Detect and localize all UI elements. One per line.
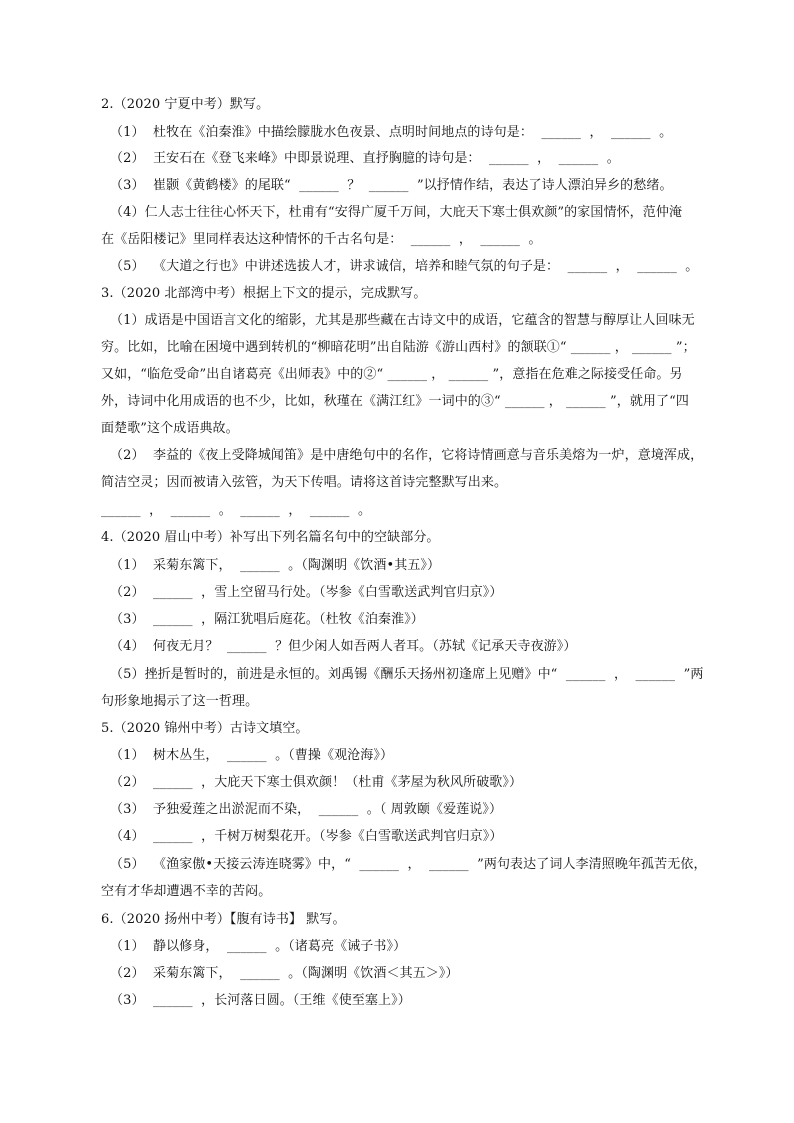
question-2-item-2: （2） 王安石在《登飞来峰》中即景说理、直抒胸臆的诗句是： ______ ， ______ 。	[110, 151, 620, 166]
question-2-item-1: （1） 杜牧在《泊秦淮》中描绘朦胧水色夜景、点明时间地点的诗句是： ______ ， ______ 。	[110, 125, 673, 140]
question-5-item-1: （1） 树木丛生， ______ 。（曹操《观沧海》）	[110, 748, 394, 763]
question-5-item-5-cont: 空有才华却遭遇不幸的苦闷。	[101, 884, 272, 899]
question-4-item-2: （2） ______ ，雪上空留马行处。（岑参《白雪歌送武判官归京》）	[110, 585, 503, 600]
question-6-item-1: （1） 静以修身， ______ 。（诸葛亮《诫子书》）	[110, 939, 407, 954]
question-4-item-1: （1） 采菊东篱下， ______ 。（陶渊明《饮酒•其五》）	[110, 558, 441, 573]
question-3-item-1: （1）成语是中国语言文化的缩影，尤其是那些藏在古诗文中的成语，它蕴含的智慧与醇厚让人回味无	[110, 313, 695, 328]
question-6-item-2: （2） 采菊东篱下， ______ 。（陶渊明《饮酒＜其五＞》）	[110, 966, 459, 981]
question-6-item-3: （3） ______ ，长河落日圆。（王维《使至塞上》）	[110, 993, 411, 1008]
question-2-title: 2.（2020 宁夏中考）默写。	[101, 97, 270, 112]
question-4-item-5: （5）挫折是暂时的，前进是永恒的。刘禹锡《酬乐天扬州初逢席上见赠》中“ ______ ， ______ ”两	[110, 667, 704, 682]
question-3-item-1-line-4: 外，诗词中化用成语的也不少，比如，秋瑾在《满江红》一词中的③“ ______ ， ______ ”，就用了“四	[101, 394, 689, 409]
question-4-title: 4.（2020 眉山中考）补写出下列名篇名句中的空缺部分。	[101, 530, 440, 545]
question-4-item-4: （4） 何夜无月？ ______ ？但少闲人如吾两人者耳。（苏轼《记承天寺夜游》）	[110, 639, 577, 654]
question-2-item-4: （4）仁人志士往往心怀天下，杜甫有“安得广厦千万间，大庇天下寒士俱欢颜”的家国情怀，范仲淹	[110, 205, 683, 220]
question-5-title: 5.（2020 锦州中考）古诗文填空。	[101, 721, 309, 736]
question-3-item-2: （2） 李益的《夜上受降城闻笛》是中唐绝句中的名作，它将诗情画意与音乐美熔为一炉，意境浑成，	[110, 448, 704, 463]
question-3-item-1-line-3: 又如，“临危受命”出自诸葛亮《出师表》中的②“ ______ ， ______ ”，意指在危难之际接受任命。另	[101, 367, 683, 382]
question-3-item-2-line-2: 简洁空灵；因而被请入弦管，为天下传唱。请将这首诗完整默写出来。	[101, 475, 508, 490]
question-4-item-5-cont: 句形象地揭示了这一哲理。	[101, 694, 259, 709]
question-5-item-3: （3） 予独爱莲之出淤泥而不染， ______ 。（ 周敦颐《爱莲说》）	[110, 802, 503, 817]
question-2-item-4-cont: 在《岳阳楼记》里同样表达这种情怀的千古名句是： ______ ， ______ 。	[101, 232, 542, 247]
question-5-item-2: （2） ______ ，大庇天下寒士俱欢颜！（杜甫《茅屋为秋风所破歌》）	[110, 775, 523, 790]
question-3-title: 3.（2020 北部湾中考）根据上下文的提示，完成默写。	[101, 286, 427, 301]
question-3-item-2-blanks: ______ ， ______ 。 ______ ， ______ 。	[101, 503, 372, 518]
question-5-item-5: （5） 《渔家傲•天接云涛连晓雾》中，“ ______ ， ______ ”两句表达了词人李清照晚年孤苦无依，	[110, 857, 707, 872]
question-2-item-5: （5） 《大道之行也》中讲述选拔人才，讲求诚信，培养和睦气氛的句子是： ______ ， ______ 。	[110, 259, 699, 274]
question-4-item-3: （3） ______ ，隔江犹唱后庭花。（杜牧《泊秦淮》）	[110, 612, 424, 627]
question-2-item-3: （3） 崔颢《黄鹤楼》的尾联“ ______ ？ ______ ”以抒情作结，表达了诗人漂泊异乡的愁绪。	[110, 178, 673, 193]
question-3-item-1-line-2: 穷。比如，比喻在困境中遇到转机的“柳暗花明”出自陆游《游山西村》的颔联①“ ______ ， ______ ”；	[101, 340, 696, 355]
question-3-item-1-line-5: 面楚歌”这个成语典故。	[101, 421, 239, 436]
question-5-item-4: （4） ______ ，千树万树梨花开。（岑参《白雪歌送武判官归京》）	[110, 829, 503, 844]
question-6-title: 6.（2020 扬州中考）【腹有诗书】 默写。	[101, 912, 346, 927]
